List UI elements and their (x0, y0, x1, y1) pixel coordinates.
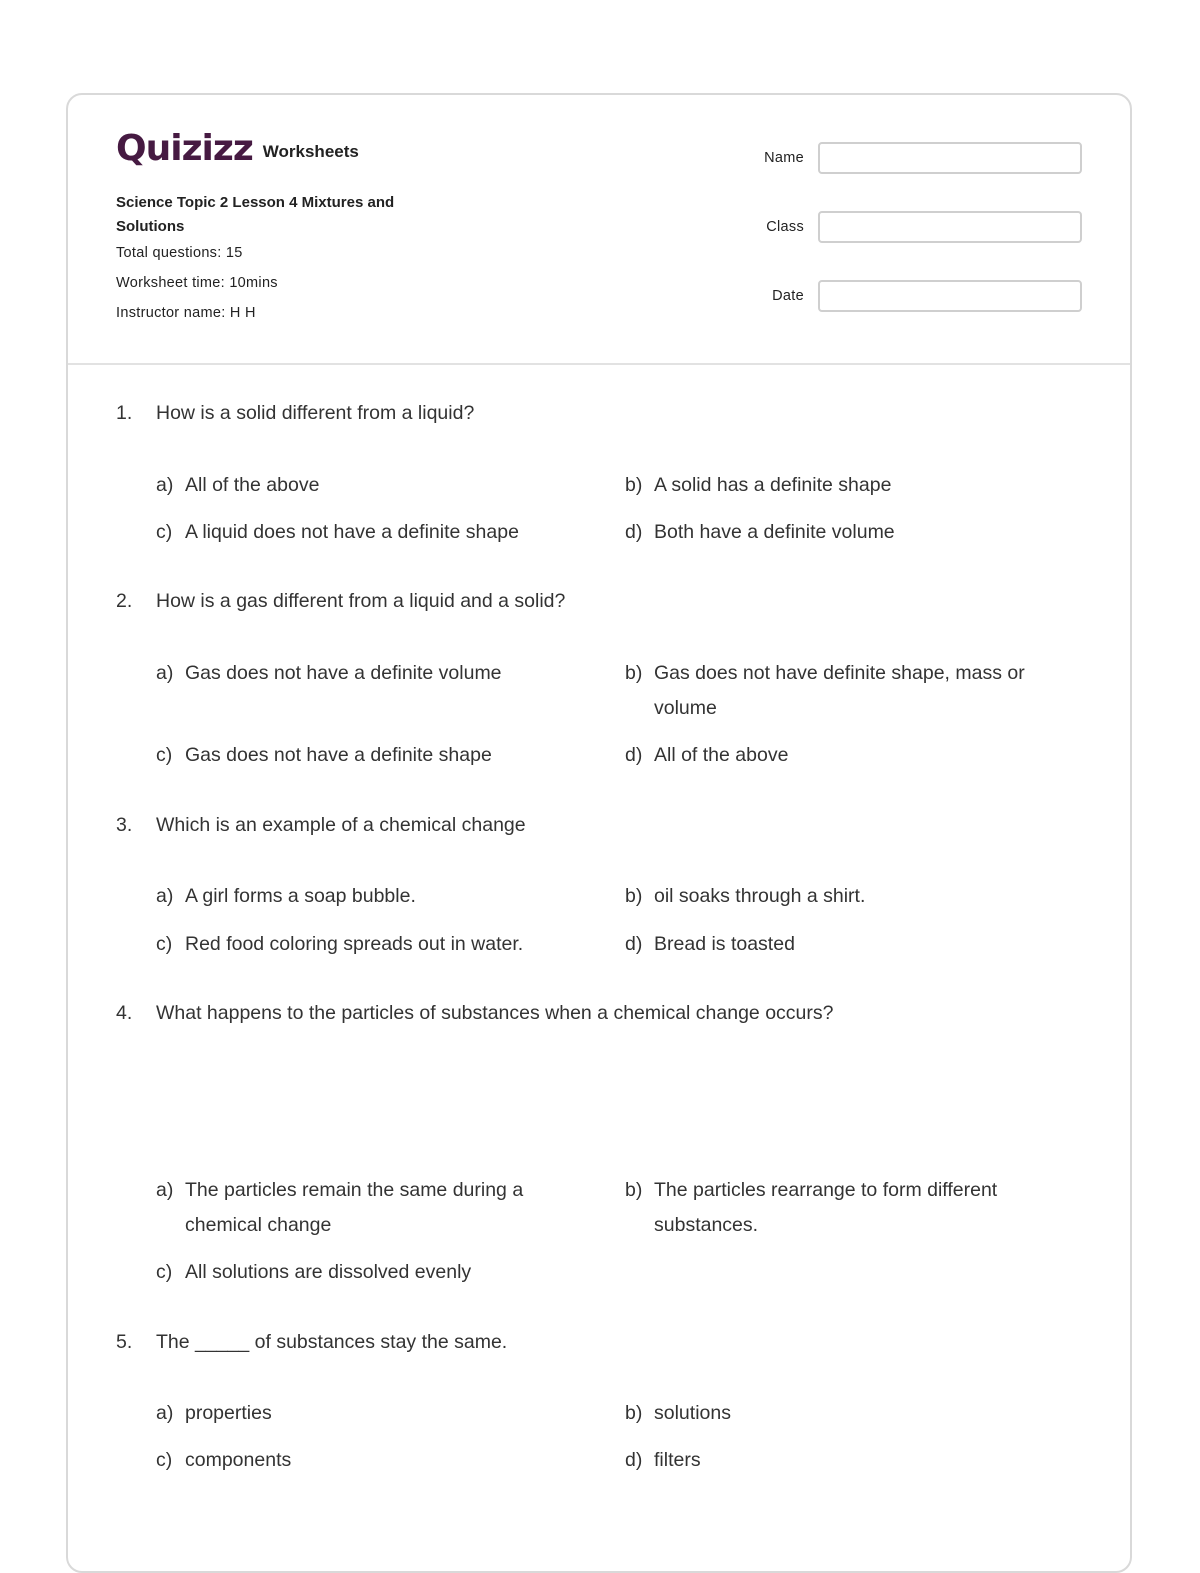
question-text: The _____ of substances stay the same. (156, 1331, 508, 1353)
option-text: The particles rearrange to form different substances. (654, 1179, 998, 1236)
question-number: 2. (116, 590, 133, 612)
option-b[interactable] (625, 1173, 1054, 1243)
quizizz-logo: Quizizz (116, 128, 253, 169)
option-letter: d) (625, 744, 643, 766)
option-text: Red food coloring spreads out in water. (185, 933, 524, 955)
option-text: All solutions are dissolved evenly (185, 1261, 472, 1283)
worksheet-title: Science Topic 2 Lesson 4 Mixtures and Solutions (116, 194, 395, 235)
class-label: Class (766, 219, 804, 235)
option-a[interactable] (156, 468, 585, 503)
option-text: The particles remain the same during a chemical change (185, 1179, 524, 1236)
option-letter: b) (625, 1179, 643, 1201)
option-letter: d) (625, 1449, 643, 1471)
option-text: A solid has a definite shape (654, 474, 892, 496)
option-text: Bread is toasted (654, 933, 795, 955)
question-4 (116, 999, 1096, 1283)
option-a[interactable] (156, 1173, 585, 1243)
logo-subtitle: Worksheets (262, 142, 359, 161)
class-field (724, 211, 1082, 243)
option-letter: a) (156, 1179, 174, 1201)
option-c[interactable] (156, 927, 585, 962)
option-letter: c) (156, 1261, 173, 1283)
option-text: A liquid does not have a definite shape (185, 521, 519, 543)
brand (116, 129, 359, 169)
option-letter: a) (156, 474, 174, 496)
option-text: solutions (654, 1402, 731, 1424)
worksheet-header (68, 95, 1130, 365)
question-1 (116, 399, 1096, 543)
option-letter: b) (625, 885, 643, 907)
question-5 (116, 1328, 1096, 1471)
option-letter: c) (156, 1449, 173, 1471)
option-text: Gas does not have a definite volume (185, 662, 502, 684)
date-input[interactable] (818, 280, 1082, 312)
date-label: Date (772, 288, 804, 304)
option-d[interactable] (625, 515, 1054, 550)
option-letter: c) (156, 521, 173, 543)
option-letter: a) (156, 1402, 174, 1424)
question-text: How is a solid different from a liquid? (156, 402, 475, 424)
option-c[interactable] (156, 738, 585, 773)
option-d[interactable] (625, 738, 1054, 773)
option-a[interactable] (156, 656, 585, 691)
date-field (724, 280, 1082, 312)
question-number: 3. (116, 814, 133, 836)
name-field (724, 142, 1082, 174)
option-b[interactable] (625, 879, 1054, 914)
option-letter: a) (156, 885, 174, 907)
class-input[interactable] (818, 211, 1082, 243)
option-text: All of the above (654, 744, 789, 766)
option-text: Gas does not have a definite shape (185, 744, 492, 766)
question-3 (116, 811, 1096, 955)
option-letter: a) (156, 662, 174, 684)
question-text: How is a gas different from a liquid and a solid? (156, 590, 566, 612)
worksheet-time: Worksheet time: 10mins (116, 275, 278, 291)
option-letter: d) (625, 933, 643, 955)
name-label: Name (764, 150, 804, 166)
option-c[interactable] (156, 1255, 585, 1290)
option-letter: c) (156, 744, 173, 766)
instructor-name: Instructor name: H H (116, 305, 256, 321)
option-text: properties (185, 1402, 272, 1424)
question-number: 1. (116, 402, 133, 424)
option-letter: c) (156, 933, 173, 955)
option-text: Gas does not have definite shape, mass or volume (654, 662, 1025, 719)
option-d[interactable] (625, 927, 1054, 962)
option-c[interactable] (156, 1443, 585, 1478)
option-letter: b) (625, 1402, 643, 1424)
option-d[interactable] (625, 1443, 1054, 1478)
question-text: Which is an example of a chemical change (156, 814, 526, 836)
name-input[interactable] (818, 142, 1082, 174)
option-text: All of the above (185, 474, 320, 496)
question-number: 4. (116, 1002, 133, 1024)
question-2 (116, 587, 1096, 766)
option-text: oil soaks through a shirt. (654, 885, 866, 907)
option-text: components (185, 1449, 292, 1471)
option-b[interactable] (625, 1396, 1054, 1431)
question-text: What happens to the particles of substances when a chemical change occurs? (156, 1002, 834, 1024)
option-letter: b) (625, 474, 643, 496)
option-a[interactable] (156, 879, 585, 914)
question-number: 5. (116, 1331, 133, 1353)
option-text: A girl forms a soap bubble. (185, 885, 416, 907)
option-b[interactable] (625, 656, 1054, 726)
option-text: filters (654, 1449, 701, 1471)
worksheet-card (66, 93, 1132, 1573)
option-letter: d) (625, 521, 643, 543)
option-text: Both have a definite volume (654, 521, 895, 543)
option-c[interactable] (156, 515, 585, 550)
total-questions: Total questions: 15 (116, 245, 243, 261)
option-a[interactable] (156, 1396, 585, 1431)
option-letter: b) (625, 662, 643, 684)
option-b[interactable] (625, 468, 1054, 503)
